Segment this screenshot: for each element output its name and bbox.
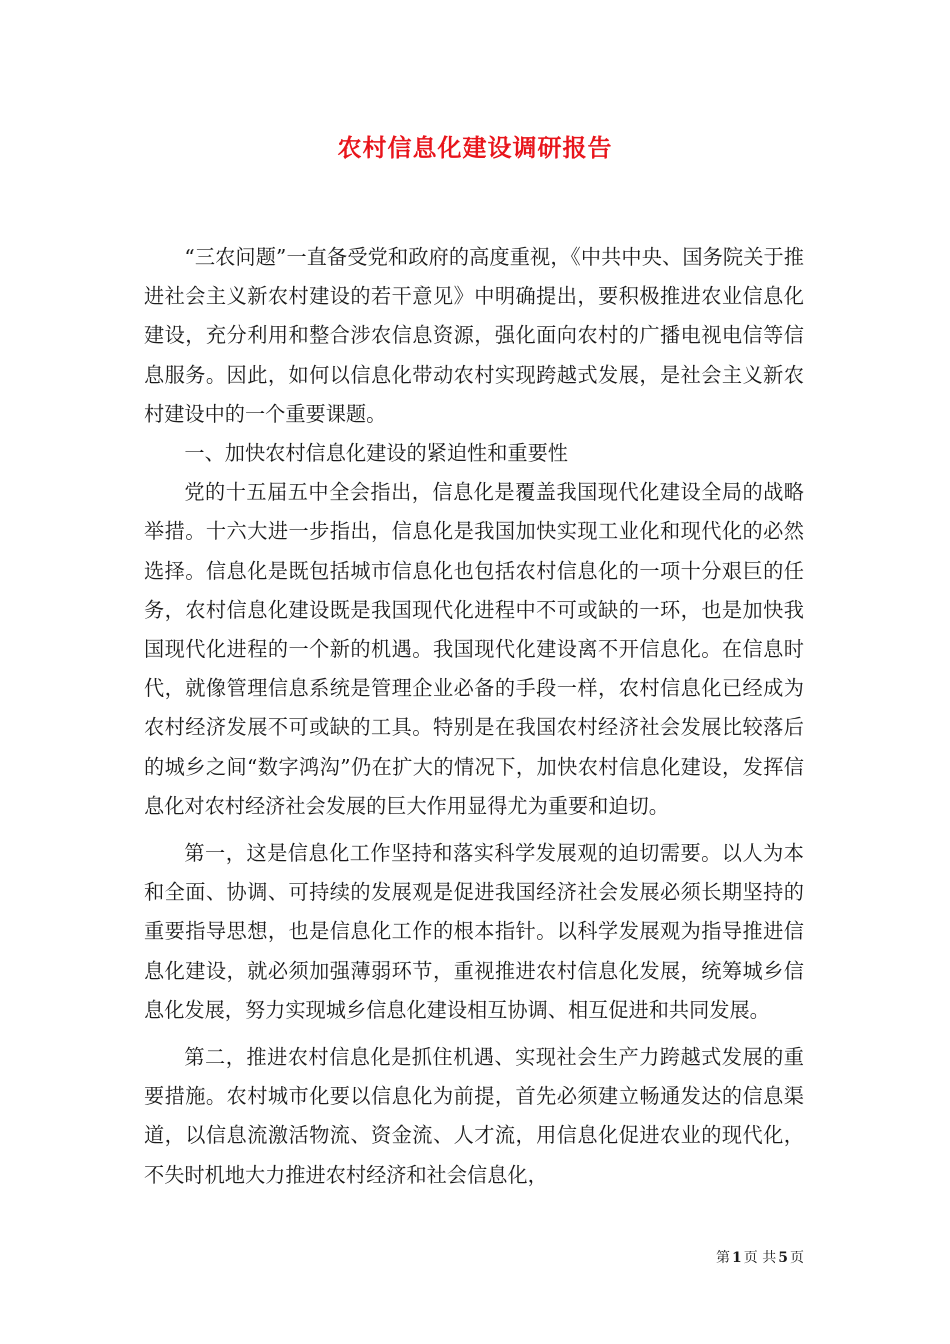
footer-prefix: 第: [716, 1250, 731, 1266]
footer-total-pages: 5: [778, 1250, 788, 1266]
document-title: 农村信息化建设调研报告: [337, 133, 613, 162]
paragraph-first-point: 第一，这是信息化工作坚持和落实科学发展观的迫切需要。以人为本和全面、协调、可持续的发展观是促进我国经济社会发展必须长期坚持的重要指导思想，也是信息化工作的根本指针。以科学发展观为指导推进信息化建设，就必须加强薄弱环节，重视推进农村信息化发展，统筹城乡信息化发展，努力实现城乡信息化建设相互协调、相互促进和共同发展。: [144, 841, 804, 1022]
paragraph-second-point: 第二，推进农村信息化是抓住机遇、实现社会生产力跨越式发展的重要措施。农村城市化要以信息化为前提，首先必须建立畅通发达的信息渠道，以信息流激活物流、资金流、人才流，用信息化促进农业的现代化，不失时机地大力推进农村经济和社会信息化，: [144, 1045, 804, 1187]
paragraph-urgency: 党的十五届五中全会指出，信息化是覆盖我国现代化建设全局的战略举措。十六大进一步指出，信息化是我国加快实现工业化和现代化的必然选择。信息化是既包括城市信息化也包括农村信息化的一项十分艰巨的任务，农村信息化建设既是我国现代化进程中不可或缺的一环，也是加快我国现代化进程的一个新的机遇。我国现代化建设离不开信息化。在信息时代，就像管理信息系统是管理企业必备的手段一样，农村信息化已经成为农村经济发展不可或缺的工具。特别是在我国农村经济社会发展比较落后的城乡之间“数字鸿沟”仍在扩大的情况下，加快农村信息化建设，发挥信息化对农村经济社会发展的巨大作用显得尤为重要和迫切。: [144, 480, 804, 818]
paragraph-intro: “三农问题”一直备受党和政府的高度重视，《中共中央、国务院关于推进社会主义新农村建设的若干意见》中明确提出，要积极推进农业信息化建设，充分利用和整合涉农信息资源，强化面向农村的广播电视电信等信息服务。因此，如何以信息化带动农村实现跨越式发展，是社会主义新农村建设中的一个重要课题。: [144, 245, 804, 426]
footer-suffix: 页: [790, 1250, 804, 1266]
footer-middle: 页 共: [743, 1250, 777, 1266]
page-footer: [716, 1247, 804, 1267]
section-heading-1: 一、加快农村信息化建设的紧迫性和重要性: [184, 441, 568, 466]
document-body: [144, 238, 804, 1195]
footer-current-page: 1: [732, 1250, 742, 1266]
